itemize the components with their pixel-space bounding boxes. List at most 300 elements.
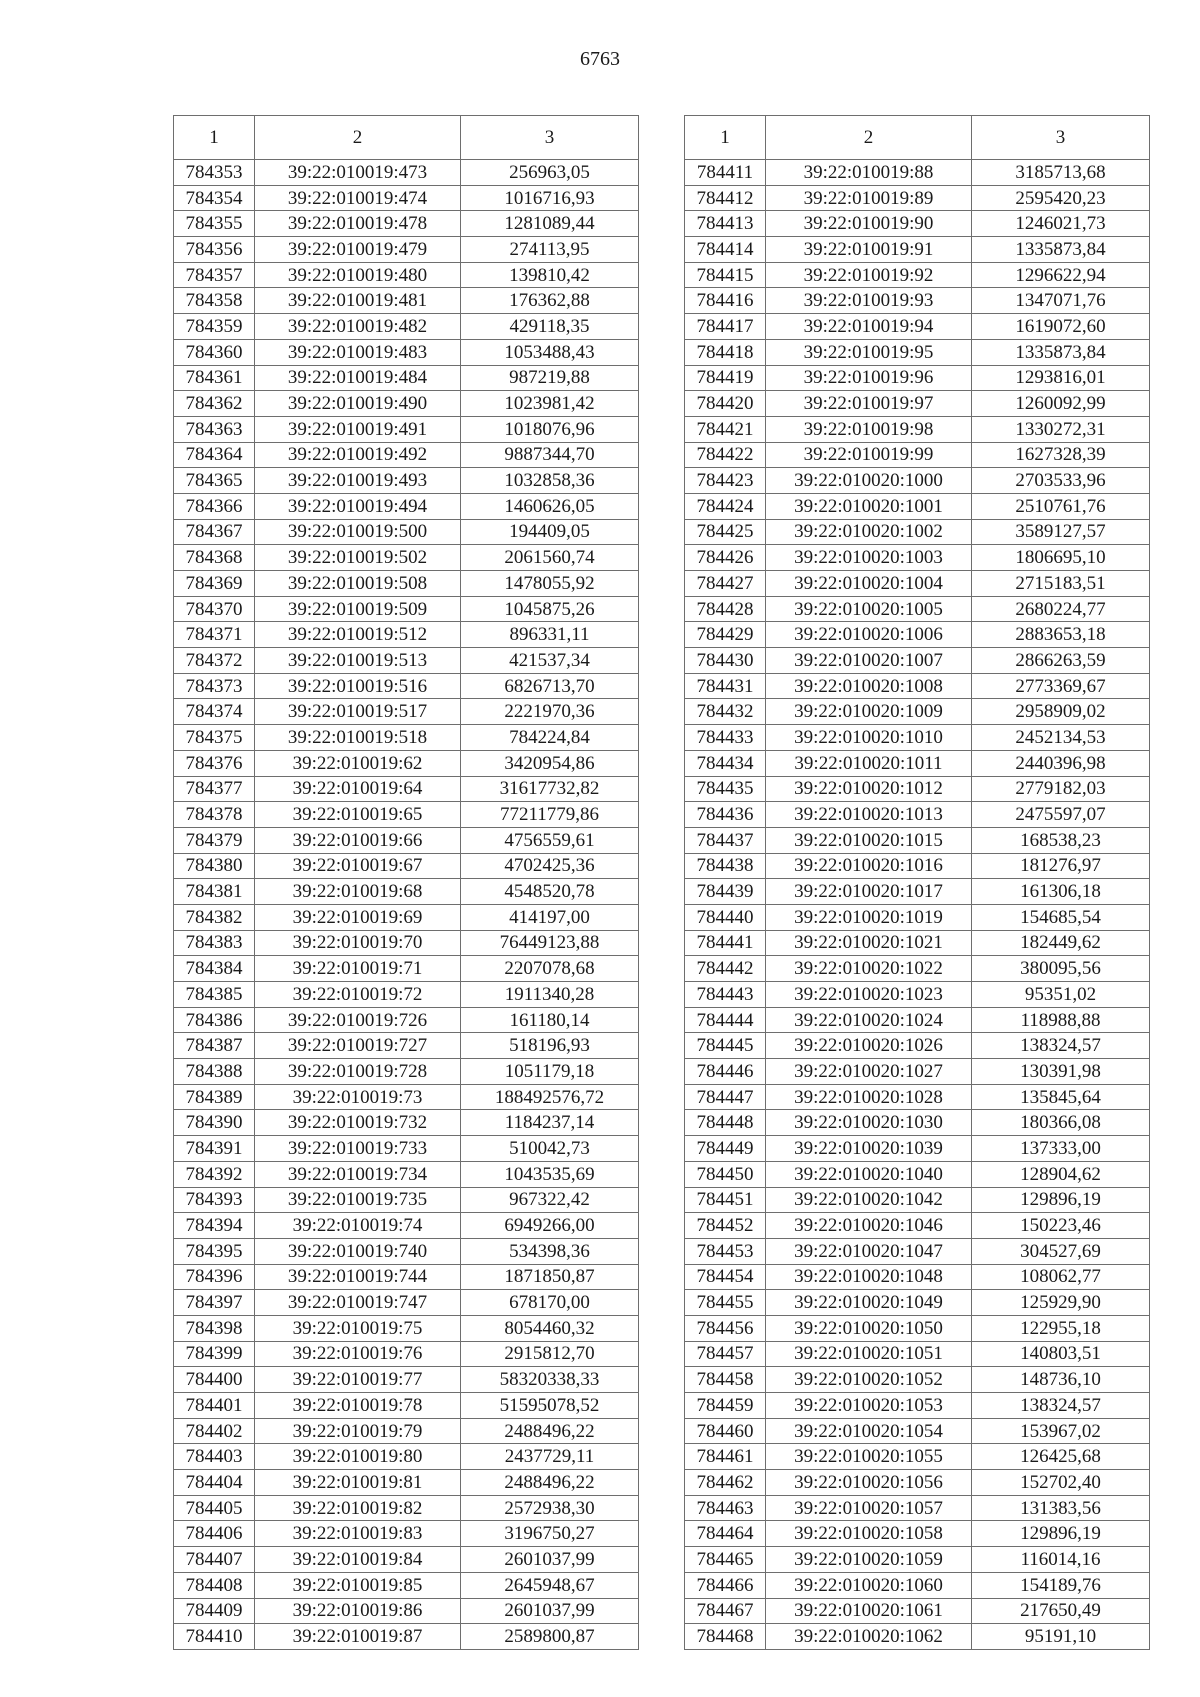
value-cell: 1806695,10: [972, 545, 1150, 571]
page-number: 6763: [580, 48, 620, 70]
cadastral-number-cell: 39:22:010020:1006: [766, 622, 972, 648]
table-row: [685, 468, 1150, 494]
row-number-cell: 784461: [685, 1444, 766, 1470]
row-number-cell: 784368: [174, 545, 255, 571]
value-cell: 126425,68: [972, 1444, 1150, 1470]
table-row: [685, 1187, 1150, 1213]
row-number-cell: 784372: [174, 648, 255, 674]
value-cell: 2440396,98: [972, 750, 1150, 776]
row-number-cell: 784405: [174, 1495, 255, 1521]
row-number-cell: 784429: [685, 622, 766, 648]
row-number-cell: 784420: [685, 391, 766, 417]
cadastral-number-cell: 39:22:010019:64: [255, 776, 461, 802]
table-row: [174, 1315, 639, 1341]
table-row: [174, 545, 639, 571]
cadastral-number-cell: 39:22:010019:491: [255, 416, 461, 442]
column-header-2: 2: [766, 116, 972, 160]
row-number-cell: 784422: [685, 442, 766, 468]
cadastral-number-cell: 39:22:010019:75: [255, 1315, 461, 1341]
value-cell: 1246021,73: [972, 211, 1150, 237]
table-row: [685, 1598, 1150, 1624]
table-row: [174, 853, 639, 879]
value-cell: 194409,05: [461, 519, 639, 545]
table-row: [174, 802, 639, 828]
value-cell: 1184237,14: [461, 1110, 639, 1136]
row-number-cell: 784444: [685, 1007, 766, 1033]
table-row: [685, 1495, 1150, 1521]
row-number-cell: 784419: [685, 365, 766, 391]
table-row: [685, 211, 1150, 237]
table-row: [174, 930, 639, 956]
row-number-cell: 784384: [174, 956, 255, 982]
value-cell: 95351,02: [972, 982, 1150, 1008]
value-cell: 2437729,11: [461, 1444, 639, 1470]
table-row: [685, 571, 1150, 597]
cadastral-number-cell: 39:22:010020:1057: [766, 1495, 972, 1521]
table-row: [685, 1238, 1150, 1264]
table-row: [174, 1470, 639, 1496]
cadastral-number-cell: 39:22:010019:512: [255, 622, 461, 648]
value-cell: 510042,73: [461, 1136, 639, 1162]
value-cell: 76449123,88: [461, 930, 639, 956]
table-row: [685, 1341, 1150, 1367]
row-number-cell: 784449: [685, 1136, 766, 1162]
value-cell: 2866263,59: [972, 648, 1150, 674]
cadastral-number-cell: 39:22:010020:1000: [766, 468, 972, 494]
row-number-cell: 784446: [685, 1059, 766, 1085]
cadastral-number-cell: 39:22:010020:1048: [766, 1264, 972, 1290]
value-cell: 678170,00: [461, 1290, 639, 1316]
value-cell: 1016716,93: [461, 185, 639, 211]
value-cell: 2207078,68: [461, 956, 639, 982]
row-number-cell: 784375: [174, 725, 255, 751]
row-number-cell: 784366: [174, 493, 255, 519]
value-cell: 1627328,39: [972, 442, 1150, 468]
value-cell: 153967,02: [972, 1418, 1150, 1444]
value-cell: 51595078,52: [461, 1393, 639, 1419]
table-row: [685, 827, 1150, 853]
table-row: [685, 725, 1150, 751]
value-cell: 1296622,94: [972, 262, 1150, 288]
table-row: [174, 468, 639, 494]
table-row: [174, 750, 639, 776]
value-cell: 9887344,70: [461, 442, 639, 468]
row-number-cell: 784463: [685, 1495, 766, 1521]
table-row: [685, 288, 1150, 314]
value-cell: 154685,54: [972, 904, 1150, 930]
table-row: [685, 1084, 1150, 1110]
cadastral-number-cell: 39:22:010020:1011: [766, 750, 972, 776]
row-number-cell: 784385: [174, 982, 255, 1008]
table-row: [685, 442, 1150, 468]
row-number-cell: 784376: [174, 750, 255, 776]
row-number-cell: 784468: [685, 1624, 766, 1650]
row-number-cell: 784357: [174, 262, 255, 288]
row-number-cell: 784439: [685, 879, 766, 905]
row-number-cell: 784416: [685, 288, 766, 314]
cadastral-number-cell: 39:22:010020:1002: [766, 519, 972, 545]
cadastral-number-cell: 39:22:010019:493: [255, 468, 461, 494]
cadastral-number-cell: 39:22:010019:735: [255, 1187, 461, 1213]
table-row: [685, 1110, 1150, 1136]
row-number-cell: 784388: [174, 1059, 255, 1085]
value-cell: 176362,88: [461, 288, 639, 314]
row-number-cell: 784373: [174, 673, 255, 699]
table-body-left: [174, 160, 639, 1650]
row-number-cell: 784381: [174, 879, 255, 905]
value-cell: 3420954,86: [461, 750, 639, 776]
value-cell: 380095,56: [972, 956, 1150, 982]
table-row: [174, 1598, 639, 1624]
column-header-3: 3: [972, 116, 1150, 160]
value-cell: 108062,77: [972, 1264, 1150, 1290]
table-row: [174, 1110, 639, 1136]
cadastral-number-cell: 39:22:010019:509: [255, 596, 461, 622]
row-number-cell: 784409: [174, 1598, 255, 1624]
table-row: [174, 185, 639, 211]
value-cell: 122955,18: [972, 1315, 1150, 1341]
table-row: [685, 1367, 1150, 1393]
row-number-cell: 784380: [174, 853, 255, 879]
value-cell: 1619072,60: [972, 314, 1150, 340]
cadastral-number-cell: 39:22:010020:1021: [766, 930, 972, 956]
cadastral-number-cell: 39:22:010020:1015: [766, 827, 972, 853]
value-cell: 161180,14: [461, 1007, 639, 1033]
value-cell: 421537,34: [461, 648, 639, 674]
value-cell: 534398,36: [461, 1238, 639, 1264]
register-table-right: [684, 115, 1150, 1650]
row-number-cell: 784362: [174, 391, 255, 417]
cadastral-number-cell: 39:22:010020:1039: [766, 1136, 972, 1162]
row-number-cell: 784413: [685, 211, 766, 237]
cadastral-number-cell: 39:22:010019:78: [255, 1393, 461, 1419]
cadastral-number-cell: 39:22:010019:747: [255, 1290, 461, 1316]
value-cell: 1335873,84: [972, 339, 1150, 365]
cadastral-number-cell: 39:22:010019:79: [255, 1418, 461, 1444]
table-row: [174, 1418, 639, 1444]
cadastral-number-cell: 39:22:010020:1009: [766, 699, 972, 725]
row-number-cell: 784465: [685, 1547, 766, 1573]
cadastral-number-cell: 39:22:010020:1027: [766, 1059, 972, 1085]
row-number-cell: 784423: [685, 468, 766, 494]
cadastral-number-cell: 39:22:010019:92: [766, 262, 972, 288]
value-cell: 1051179,18: [461, 1059, 639, 1085]
value-cell: 161306,18: [972, 879, 1150, 905]
value-cell: 1330272,31: [972, 416, 1150, 442]
cadastral-number-cell: 39:22:010019:82: [255, 1495, 461, 1521]
value-cell: 217650,49: [972, 1598, 1150, 1624]
cadastral-number-cell: 39:22:010020:1003: [766, 545, 972, 571]
value-cell: 274113,95: [461, 237, 639, 263]
value-cell: 180366,08: [972, 1110, 1150, 1136]
value-cell: 95191,10: [972, 1624, 1150, 1650]
row-number-cell: 784363: [174, 416, 255, 442]
value-cell: 58320338,33: [461, 1367, 639, 1393]
table-row: [685, 519, 1150, 545]
value-cell: 8054460,32: [461, 1315, 639, 1341]
table-row: [174, 596, 639, 622]
table-row: [685, 673, 1150, 699]
cadastral-number-cell: 39:22:010019:67: [255, 853, 461, 879]
cadastral-number-cell: 39:22:010019:72: [255, 982, 461, 1008]
cadastral-number-cell: 39:22:010019:732: [255, 1110, 461, 1136]
table-body-right: [685, 160, 1150, 1650]
row-number-cell: 784436: [685, 802, 766, 828]
value-cell: 1347071,76: [972, 288, 1150, 314]
row-number-cell: 784464: [685, 1521, 766, 1547]
cadastral-number-cell: 39:22:010020:1001: [766, 493, 972, 519]
row-number-cell: 784377: [174, 776, 255, 802]
row-number-cell: 784460: [685, 1418, 766, 1444]
row-number-cell: 784361: [174, 365, 255, 391]
table-row: [174, 1393, 639, 1419]
table-row: [174, 1624, 639, 1650]
row-number-cell: 784467: [685, 1598, 766, 1624]
table-row: [685, 314, 1150, 340]
cadastral-number-cell: 39:22:010020:1051: [766, 1341, 972, 1367]
value-cell: 130391,98: [972, 1059, 1150, 1085]
row-number-cell: 784369: [174, 571, 255, 597]
cadastral-number-cell: 39:22:010019:89: [766, 185, 972, 211]
cadastral-number-cell: 39:22:010020:1056: [766, 1470, 972, 1496]
value-cell: 987219,88: [461, 365, 639, 391]
cadastral-number-cell: 39:22:010020:1012: [766, 776, 972, 802]
cadastral-number-cell: 39:22:010019:65: [255, 802, 461, 828]
value-cell: 1460626,05: [461, 493, 639, 519]
table-row: [174, 391, 639, 417]
row-number-cell: 784397: [174, 1290, 255, 1316]
row-number-cell: 784451: [685, 1187, 766, 1213]
table-row: [685, 1136, 1150, 1162]
value-cell: 429118,35: [461, 314, 639, 340]
table-row: [685, 1521, 1150, 1547]
table-header-row: [685, 116, 1150, 160]
cadastral-number-cell: 39:22:010019:727: [255, 1033, 461, 1059]
row-number-cell: 784379: [174, 827, 255, 853]
value-cell: 137333,00: [972, 1136, 1150, 1162]
cadastral-number-cell: 39:22:010019:500: [255, 519, 461, 545]
table-row: [174, 1495, 639, 1521]
cadastral-number-cell: 39:22:010020:1049: [766, 1290, 972, 1316]
cadastral-number-cell: 39:22:010019:86: [255, 1598, 461, 1624]
cadastral-number-cell: 39:22:010019:494: [255, 493, 461, 519]
row-number-cell: 784355: [174, 211, 255, 237]
cadastral-number-cell: 39:22:010019:93: [766, 288, 972, 314]
value-cell: 2645948,67: [461, 1572, 639, 1598]
cadastral-number-cell: 39:22:010019:94: [766, 314, 972, 340]
row-number-cell: 784359: [174, 314, 255, 340]
table-row: [685, 262, 1150, 288]
row-number-cell: 784458: [685, 1367, 766, 1393]
cadastral-number-cell: 39:22:010019:83: [255, 1521, 461, 1547]
cadastral-number-cell: 39:22:010019:508: [255, 571, 461, 597]
row-number-cell: 784353: [174, 160, 255, 186]
table-row: [174, 1341, 639, 1367]
row-number-cell: 784424: [685, 493, 766, 519]
row-number-cell: 784360: [174, 339, 255, 365]
table-row: [685, 776, 1150, 802]
value-cell: 1335873,84: [972, 237, 1150, 263]
row-number-cell: 784365: [174, 468, 255, 494]
table-row: [685, 1315, 1150, 1341]
cadastral-number-cell: 39:22:010019:95: [766, 339, 972, 365]
table-row: [685, 648, 1150, 674]
cadastral-number-cell: 39:22:010019:734: [255, 1161, 461, 1187]
row-number-cell: 784411: [685, 160, 766, 186]
row-number-cell: 784387: [174, 1033, 255, 1059]
column-header-3: 3: [461, 116, 639, 160]
table-row: [174, 776, 639, 802]
value-cell: 3589127,57: [972, 519, 1150, 545]
cadastral-number-cell: 39:22:010020:1047: [766, 1238, 972, 1264]
cadastral-number-cell: 39:22:010019:97: [766, 391, 972, 417]
value-cell: 2779182,03: [972, 776, 1150, 802]
table-row: [174, 648, 639, 674]
table-row: [685, 956, 1150, 982]
table-row: [685, 1059, 1150, 1085]
table-row: [685, 1470, 1150, 1496]
table-row: [174, 1213, 639, 1239]
cadastral-number-cell: 39:22:010020:1052: [766, 1367, 972, 1393]
table-row: [174, 673, 639, 699]
row-number-cell: 784374: [174, 699, 255, 725]
cadastral-number-cell: 39:22:010019:482: [255, 314, 461, 340]
table-row: [685, 904, 1150, 930]
table-row: [685, 1418, 1150, 1444]
row-number-cell: 784401: [174, 1393, 255, 1419]
cadastral-number-cell: 39:22:010019:74: [255, 1213, 461, 1239]
table-row: [174, 1084, 639, 1110]
value-cell: 31617732,82: [461, 776, 639, 802]
cadastral-number-cell: 39:22:010019:480: [255, 262, 461, 288]
value-cell: 256963,05: [461, 160, 639, 186]
row-number-cell: 784425: [685, 519, 766, 545]
cadastral-number-cell: 39:22:010019:76: [255, 1341, 461, 1367]
table-row: [685, 596, 1150, 622]
table-row: [174, 211, 639, 237]
value-cell: 152702,40: [972, 1470, 1150, 1496]
cadastral-number-cell: 39:22:010019:726: [255, 1007, 461, 1033]
cadastral-number-cell: 39:22:010019:483: [255, 339, 461, 365]
value-cell: 139810,42: [461, 262, 639, 288]
table-row: [174, 904, 639, 930]
cadastral-number-cell: 39:22:010020:1040: [766, 1161, 972, 1187]
table-row: [174, 237, 639, 263]
value-cell: 784224,84: [461, 725, 639, 751]
table-row: [174, 1290, 639, 1316]
cadastral-number-cell: 39:22:010020:1026: [766, 1033, 972, 1059]
row-number-cell: 784386: [174, 1007, 255, 1033]
cadastral-number-cell: 39:22:010019:88: [766, 160, 972, 186]
table-header-row: [174, 116, 639, 160]
row-number-cell: 784453: [685, 1238, 766, 1264]
cadastral-number-cell: 39:22:010020:1058: [766, 1521, 972, 1547]
value-cell: 3185713,68: [972, 160, 1150, 186]
value-cell: 116014,16: [972, 1547, 1150, 1573]
cadastral-number-cell: 39:22:010019:69: [255, 904, 461, 930]
table-row: [174, 956, 639, 982]
cadastral-number-cell: 39:22:010020:1008: [766, 673, 972, 699]
cadastral-number-cell: 39:22:010019:98: [766, 416, 972, 442]
row-number-cell: 784408: [174, 1572, 255, 1598]
row-number-cell: 784395: [174, 1238, 255, 1264]
row-number-cell: 784415: [685, 262, 766, 288]
value-cell: 1053488,43: [461, 339, 639, 365]
row-number-cell: 784417: [685, 314, 766, 340]
table-row: [174, 1033, 639, 1059]
table-row: [685, 493, 1150, 519]
row-number-cell: 784390: [174, 1110, 255, 1136]
value-cell: 188492576,72: [461, 1084, 639, 1110]
value-cell: 3196750,27: [461, 1521, 639, 1547]
table-row: [685, 1624, 1150, 1650]
row-number-cell: 784393: [174, 1187, 255, 1213]
value-cell: 2773369,67: [972, 673, 1150, 699]
value-cell: 1045875,26: [461, 596, 639, 622]
row-number-cell: 784391: [174, 1136, 255, 1162]
table-row: [174, 314, 639, 340]
value-cell: 2510761,76: [972, 493, 1150, 519]
table-row: [174, 725, 639, 751]
value-cell: 2488496,22: [461, 1470, 639, 1496]
table-row: [685, 391, 1150, 417]
value-cell: 2061560,74: [461, 545, 639, 571]
table-row: [685, 802, 1150, 828]
row-number-cell: 784447: [685, 1084, 766, 1110]
value-cell: 138324,57: [972, 1033, 1150, 1059]
value-cell: 6949266,00: [461, 1213, 639, 1239]
value-cell: 2475597,07: [972, 802, 1150, 828]
value-cell: 1032858,36: [461, 468, 639, 494]
row-number-cell: 784354: [174, 185, 255, 211]
row-number-cell: 784443: [685, 982, 766, 1008]
cadastral-number-cell: 39:22:010020:1062: [766, 1624, 972, 1650]
table-row: [174, 262, 639, 288]
table-row: [174, 622, 639, 648]
row-number-cell: 784454: [685, 1264, 766, 1290]
cadastral-number-cell: 39:22:010020:1028: [766, 1084, 972, 1110]
table-row: [685, 365, 1150, 391]
cadastral-number-cell: 39:22:010019:479: [255, 237, 461, 263]
table-row: [174, 1367, 639, 1393]
table-row: [174, 160, 639, 186]
cadastral-number-cell: 39:22:010019:96: [766, 365, 972, 391]
table-row: [685, 982, 1150, 1008]
table-row: [685, 416, 1150, 442]
value-cell: 4756559,61: [461, 827, 639, 853]
table-row: [685, 750, 1150, 776]
table-row: [174, 416, 639, 442]
column-header-2: 2: [255, 116, 461, 160]
table-row: [685, 160, 1150, 186]
value-cell: 2601037,99: [461, 1598, 639, 1624]
cadastral-number-cell: 39:22:010019:513: [255, 648, 461, 674]
cadastral-number-cell: 39:22:010020:1004: [766, 571, 972, 597]
row-number-cell: 784432: [685, 699, 766, 725]
value-cell: 1018076,96: [461, 416, 639, 442]
cadastral-number-cell: 39:22:010020:1019: [766, 904, 972, 930]
value-cell: 2601037,99: [461, 1547, 639, 1573]
value-cell: 129896,19: [972, 1187, 1150, 1213]
table-row: [685, 1290, 1150, 1316]
cadastral-number-cell: 39:22:010020:1050: [766, 1315, 972, 1341]
cadastral-number-cell: 39:22:010019:474: [255, 185, 461, 211]
cadastral-number-cell: 39:22:010020:1059: [766, 1547, 972, 1573]
row-number-cell: 784403: [174, 1444, 255, 1470]
value-cell: 2715183,51: [972, 571, 1150, 597]
row-number-cell: 784435: [685, 776, 766, 802]
row-number-cell: 784466: [685, 1572, 766, 1598]
